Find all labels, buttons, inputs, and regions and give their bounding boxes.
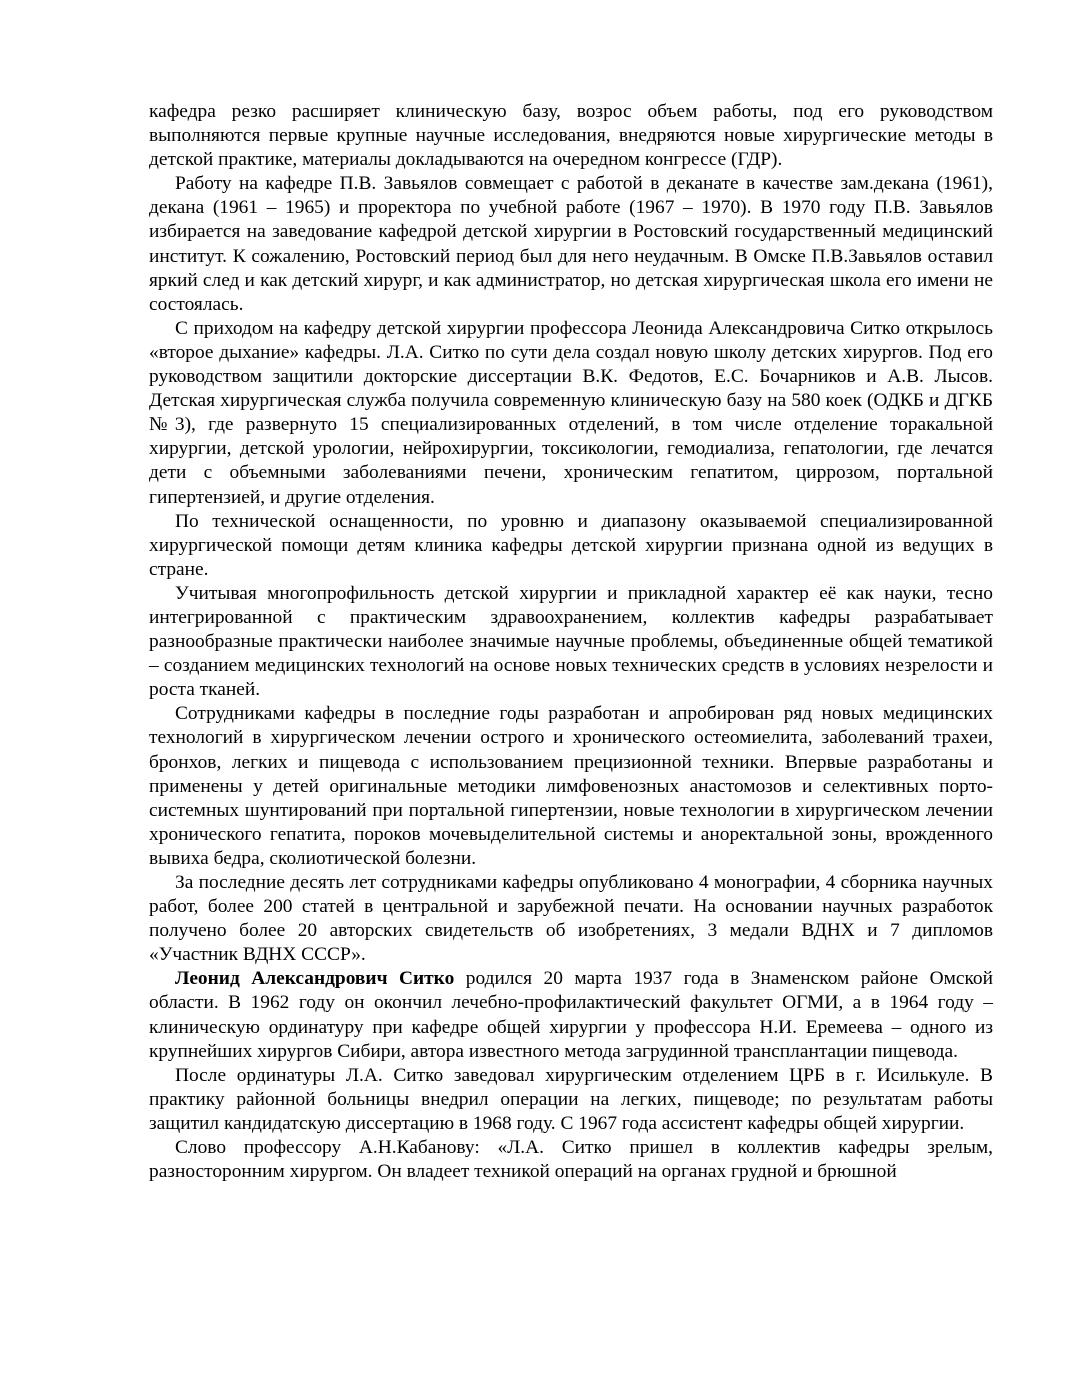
- sitko-biography-text: родился 20 марта 1937 года в Знаменском районе Омской области. В 1962 году он окончил лечебно-профилактический факультет ОГМИ, а в 1964 году – клиническую ординатуру при кафедре общей хирургии у профессора Н.И. Еремеева – одного из крупнейших хирургов Сибири, автора известного метода загрудинной трансплантации пищевода.: [149, 968, 993, 1062]
- paragraph-sitko-arrival: С приходом на кафедру детской хирургии профессора Леонида Александровича Ситко открылось «второе дыхание» кафедры. Л.А. Ситко по сути дела создал новую школу детских хирургов. Под его руководством защитили докторские диссертации В.К. Федотов, Е.С. Бочарников и А.В. Лысов. Детская хирургическая служба получила современную клиническую базу на 580 коек (ОДКБ и ДГКБ №3), где развернуто 15 специализированных отделений, в том числе отделение торакальной хирургии, детской урологии, нейрохирургии, токсикологии, гемодиализа, гепатологии, где лечатся дети с объемными заболеваниями печени, хроническим гепатитом, циррозом, портальной гипертензией, и другие отделения.: [149, 317, 993, 508]
- paragraph-publications: За последние десять лет сотрудниками кафедры опубликовано 4 монографии, 4 сборника научных работ, более 200 статей в центральной и зарубежной печати. На основании научных разработок получено более 20 авторских свидетельств об изобретениях, 3 медали ВДНХ и 7 дипломов «Участник ВДНХ СССР».: [149, 872, 993, 966]
- paragraph-kabanov-quote: Слово профессору А.Н.Кабанову: «Л.А. Ситко пришел в коллектив кафедры зрелым, разносторонним хирургом. Он владеет техникой операций на органах грудной и брюшной: [149, 1137, 993, 1183]
- paragraph-sitko-biography: [149, 967, 993, 1063]
- paragraph-research-direction: Учитывая многопрофильность детской хирургии и прикладной характер её как науки, тесно интегрированной с практическим здравоохранением, коллектив кафедры разрабатывает разнообразные практически наиболее значимые научные проблемы, объединенные общей тематикой – созданием медицинских технологий на основе новых технических средств в условиях незрелости и роста тканей.: [149, 582, 993, 701]
- paragraph-after-residency: После ординатуры Л.А. Ситко заведовал хирургическим отделением ЦРБ в г. Исилькуле. В практику районной больницы внедрил операции на легких, пищеводе; по результатам работы защитил кандидатскую диссертацию в 1968 году. С 1967 года ассистент кафедры общей хирургии.: [149, 1064, 993, 1134]
- paragraph-new-technologies: Сотрудниками кафедры в последние годы разработан и апробирован ряд новых медицинских технологий в хирургическом лечении острого и хронического остеомиелита, заболеваний трахеи, бронхов, легких и пищевода с использованием прецизионной техники. Впервые разработаны и применены у детей оригинальные методики лимфовенозных анастомозов и селективных порто-системных шунтирований при портальной гипертензии, новые технологии в хирургическом лечении хронического гепатита, пороков мочевыделительной системы и аноректальной зоны, врожденного вывиха бедра, сколиотической болезни.: [149, 703, 993, 869]
- paragraph-continuation: кафедра резко расширяет клиническую базу, возрос объем работы, под его руководством выполняются первые крупные научные исследования, внедряются новые хирургические методы в детской практике, материалы докладываются на очередном конгрессе (ГДР).: [149, 101, 993, 171]
- sitko-name: Леонид Александрович Ситко: [175, 968, 455, 990]
- paragraph-zavyalov-career: Работу на кафедре П.В. Завьялов совмещает с работой в деканате в качестве зам.декана (1961), декана (1961 – 1965) и проректора по учебной работе (1967 – 1970). В 1970 году П.В. Завьялов избирается на заведование кафедрой детской хирургии в Ростовский государственный медицинский институт. К сожалению, Ростовский период был для него неудачным. В Омске П.В.Завьялов оставил яркий след и как детский хирург, и как администратор, но детская хирургическая школа его имени не состоялась.: [149, 173, 993, 315]
- document-page: [149, 100, 993, 1184]
- paragraph-technical-equipment: По технической оснащенности, по уровню и диапазону оказываемой специализированной хирургической помощи детям клиника кафедры детской хирургии признана одной из ведущих в стране.: [149, 510, 993, 580]
